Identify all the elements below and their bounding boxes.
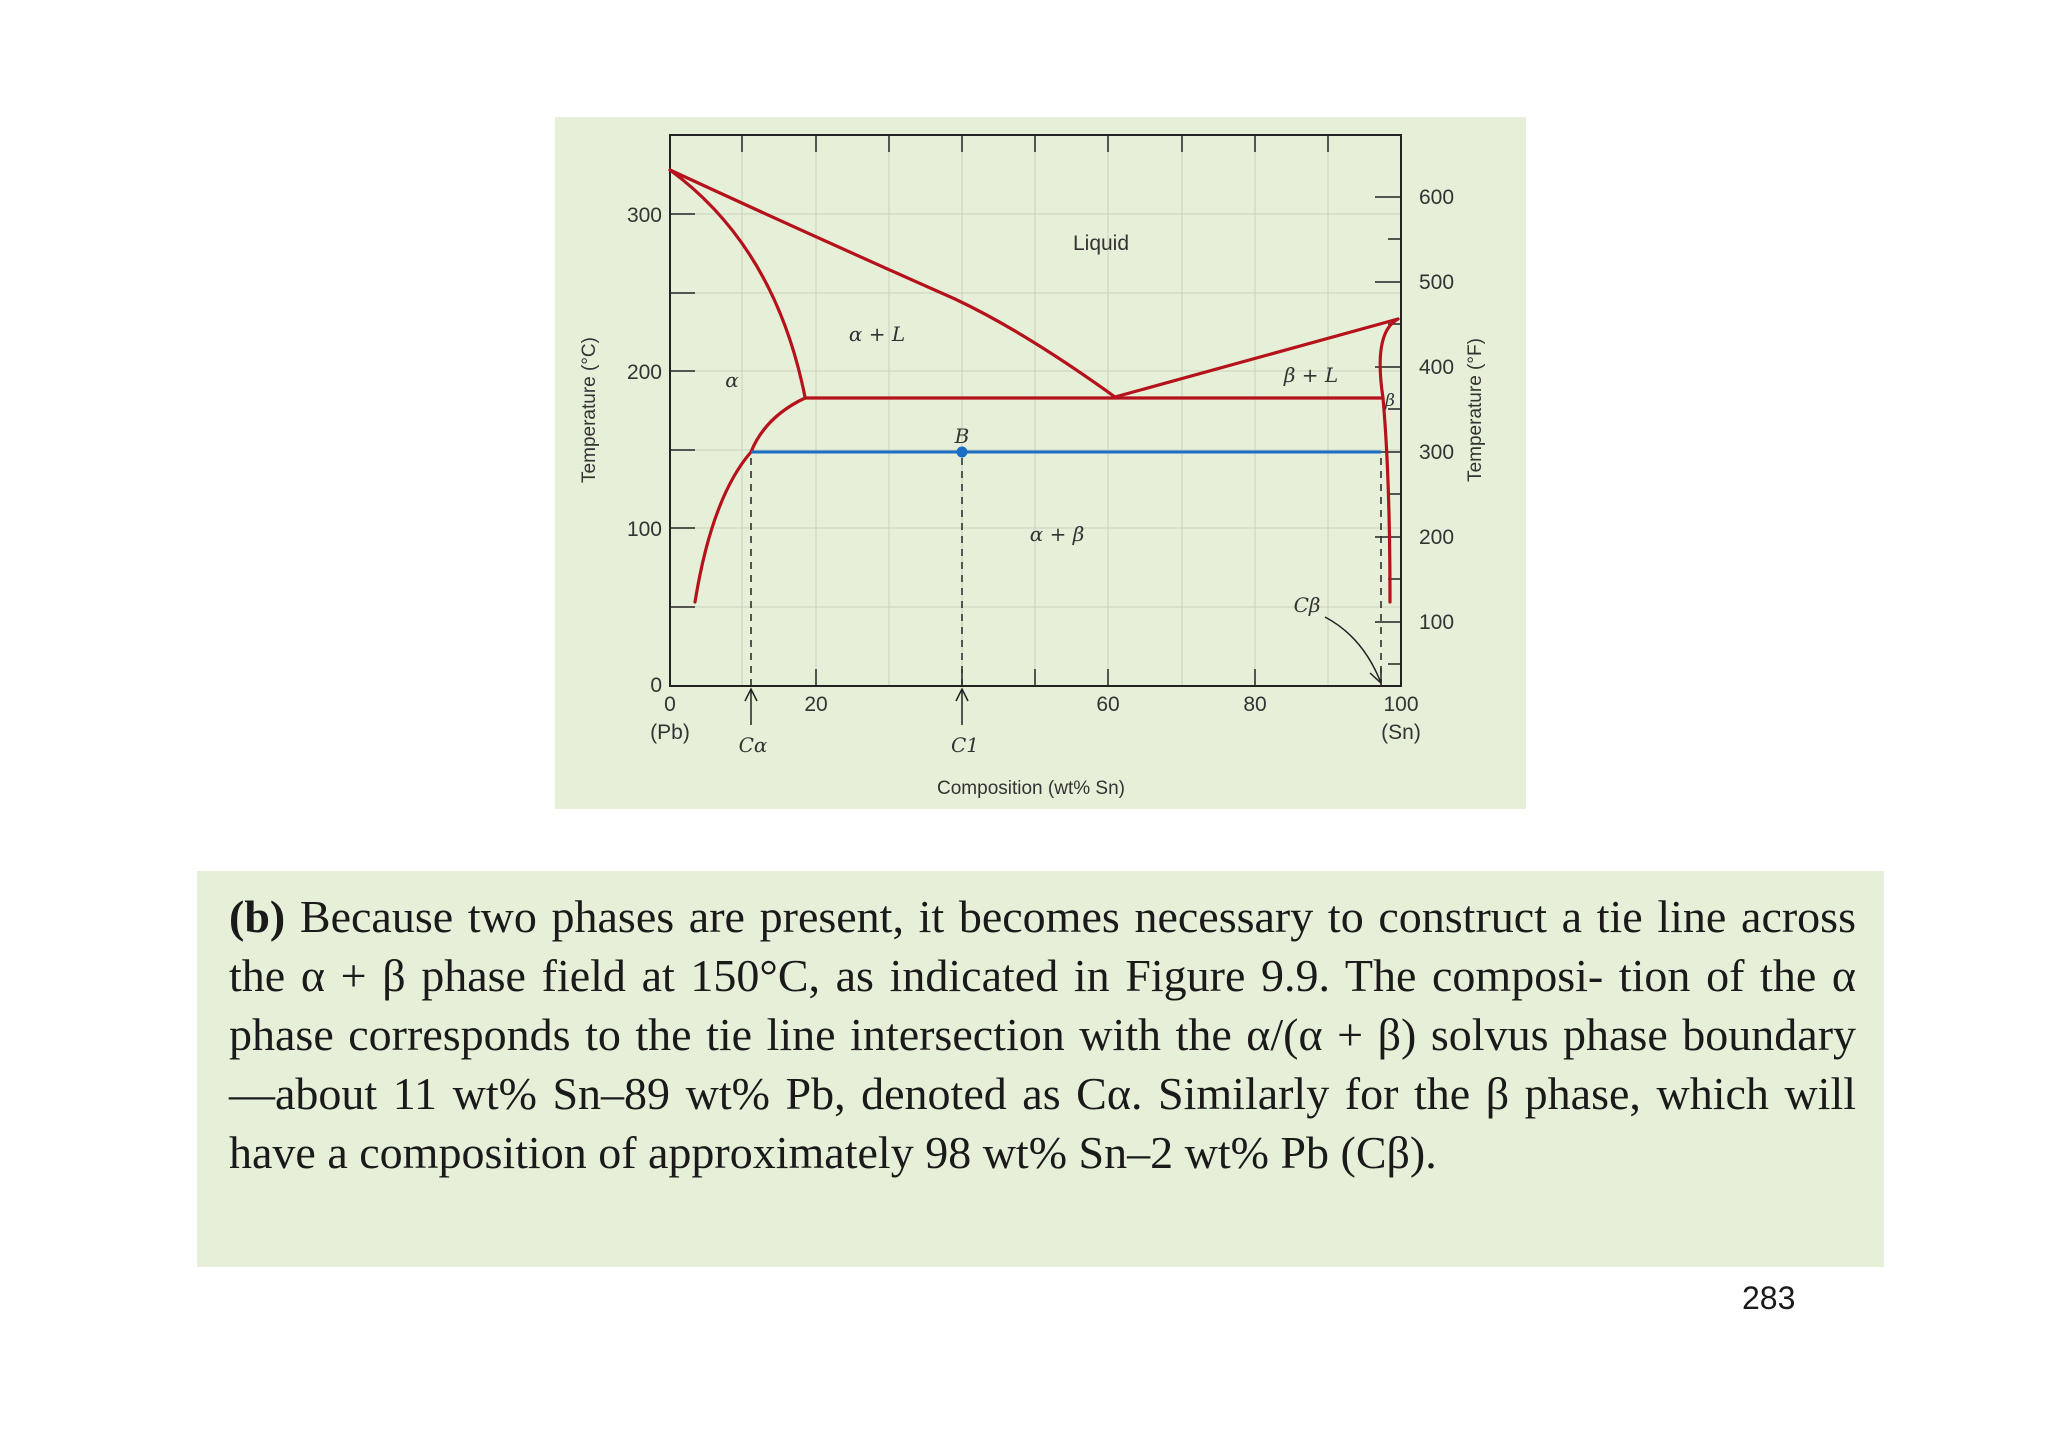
label-beta-l: β + L <box>1283 363 1339 387</box>
phase-diagram-svg <box>555 117 1526 809</box>
label-alpha-l: α + L <box>848 322 906 346</box>
liquidus-left <box>670 170 1115 397</box>
x-tick-60: 60 <box>1096 693 1120 716</box>
phase-diagram-figure <box>555 117 1526 809</box>
y-left-tick-300: 300 <box>626 204 662 227</box>
y-left-axis-title: Temperature (°C) <box>579 337 600 483</box>
composition-arrows <box>745 617 1381 725</box>
explanation-paragraph <box>229 887 1856 1182</box>
x-left-end: (Pb) <box>650 721 690 744</box>
label-alpha: α <box>725 368 739 392</box>
text-line-3: tion of the α phase corresponds to the tie line intersection with the α/(α + β) <box>229 950 1856 1060</box>
page-number: 283 <box>1742 1280 1796 1316</box>
liquidus-right <box>1115 319 1398 397</box>
y-left-tick-200: 200 <box>626 361 662 384</box>
beta-boundary <box>1380 319 1398 602</box>
y-right-tick-500: 500 <box>1419 271 1455 294</box>
label-liquid: Liquid <box>1072 232 1130 255</box>
text-line-5: for the β phase, which will have a composition of approximately 98 wt% <box>229 1068 1857 1178</box>
label-beta: β <box>1385 391 1395 411</box>
gridlines <box>670 135 1401 686</box>
alpha-solidus <box>670 170 805 397</box>
x-tick-100: 100 <box>1383 693 1419 716</box>
y-right-tick-200: 200 <box>1419 526 1455 549</box>
point-b-marker <box>957 447 968 458</box>
y-right-tick-400: 400 <box>1419 356 1455 379</box>
alpha-solvus <box>695 398 805 602</box>
y-left-tick-0: 0 <box>650 674 662 697</box>
dashed-guides <box>751 458 1381 686</box>
text-line-4: solvus phase boundary—about 11 wt% Sn–89 wt% Pb, denoted as Cα. Similarly <box>229 1009 1857 1119</box>
y-left-tick-100: 100 <box>626 518 662 541</box>
text-line-6: Sn–2 wt% Pb (Cβ). <box>1078 1127 1437 1178</box>
y-right-tick-100: 100 <box>1419 611 1455 634</box>
y-right-axis-title: Temperature (°F) <box>1465 338 1486 482</box>
x-tick-20: 20 <box>804 693 828 716</box>
x-right-end: (Sn) <box>1381 721 1421 744</box>
x-axis-title: Composition (wt% Sn) <box>937 778 1125 799</box>
label-point-b: B <box>954 424 970 448</box>
label-c-alpha: Cα <box>738 733 768 757</box>
explanation-text-box <box>197 871 1884 1267</box>
part-label: (b) <box>229 891 286 942</box>
text-line-2: across the α + β phase field at 150°C, as indicated in Figure 9.9. The composi- <box>229 891 1856 1001</box>
label-alpha-beta: α + β <box>1029 522 1085 546</box>
label-c-beta: Cβ <box>1293 593 1321 617</box>
text-line-1: Because two phases are present, it becomes necessary to construct a tie line <box>299 891 1727 942</box>
y-right-tick-600: 600 <box>1419 186 1455 209</box>
x-tick-0: 0 <box>664 693 676 716</box>
x-tick-80: 80 <box>1243 693 1267 716</box>
y-right-tick-300: 300 <box>1419 441 1455 464</box>
label-c-1: C1 <box>950 733 980 757</box>
